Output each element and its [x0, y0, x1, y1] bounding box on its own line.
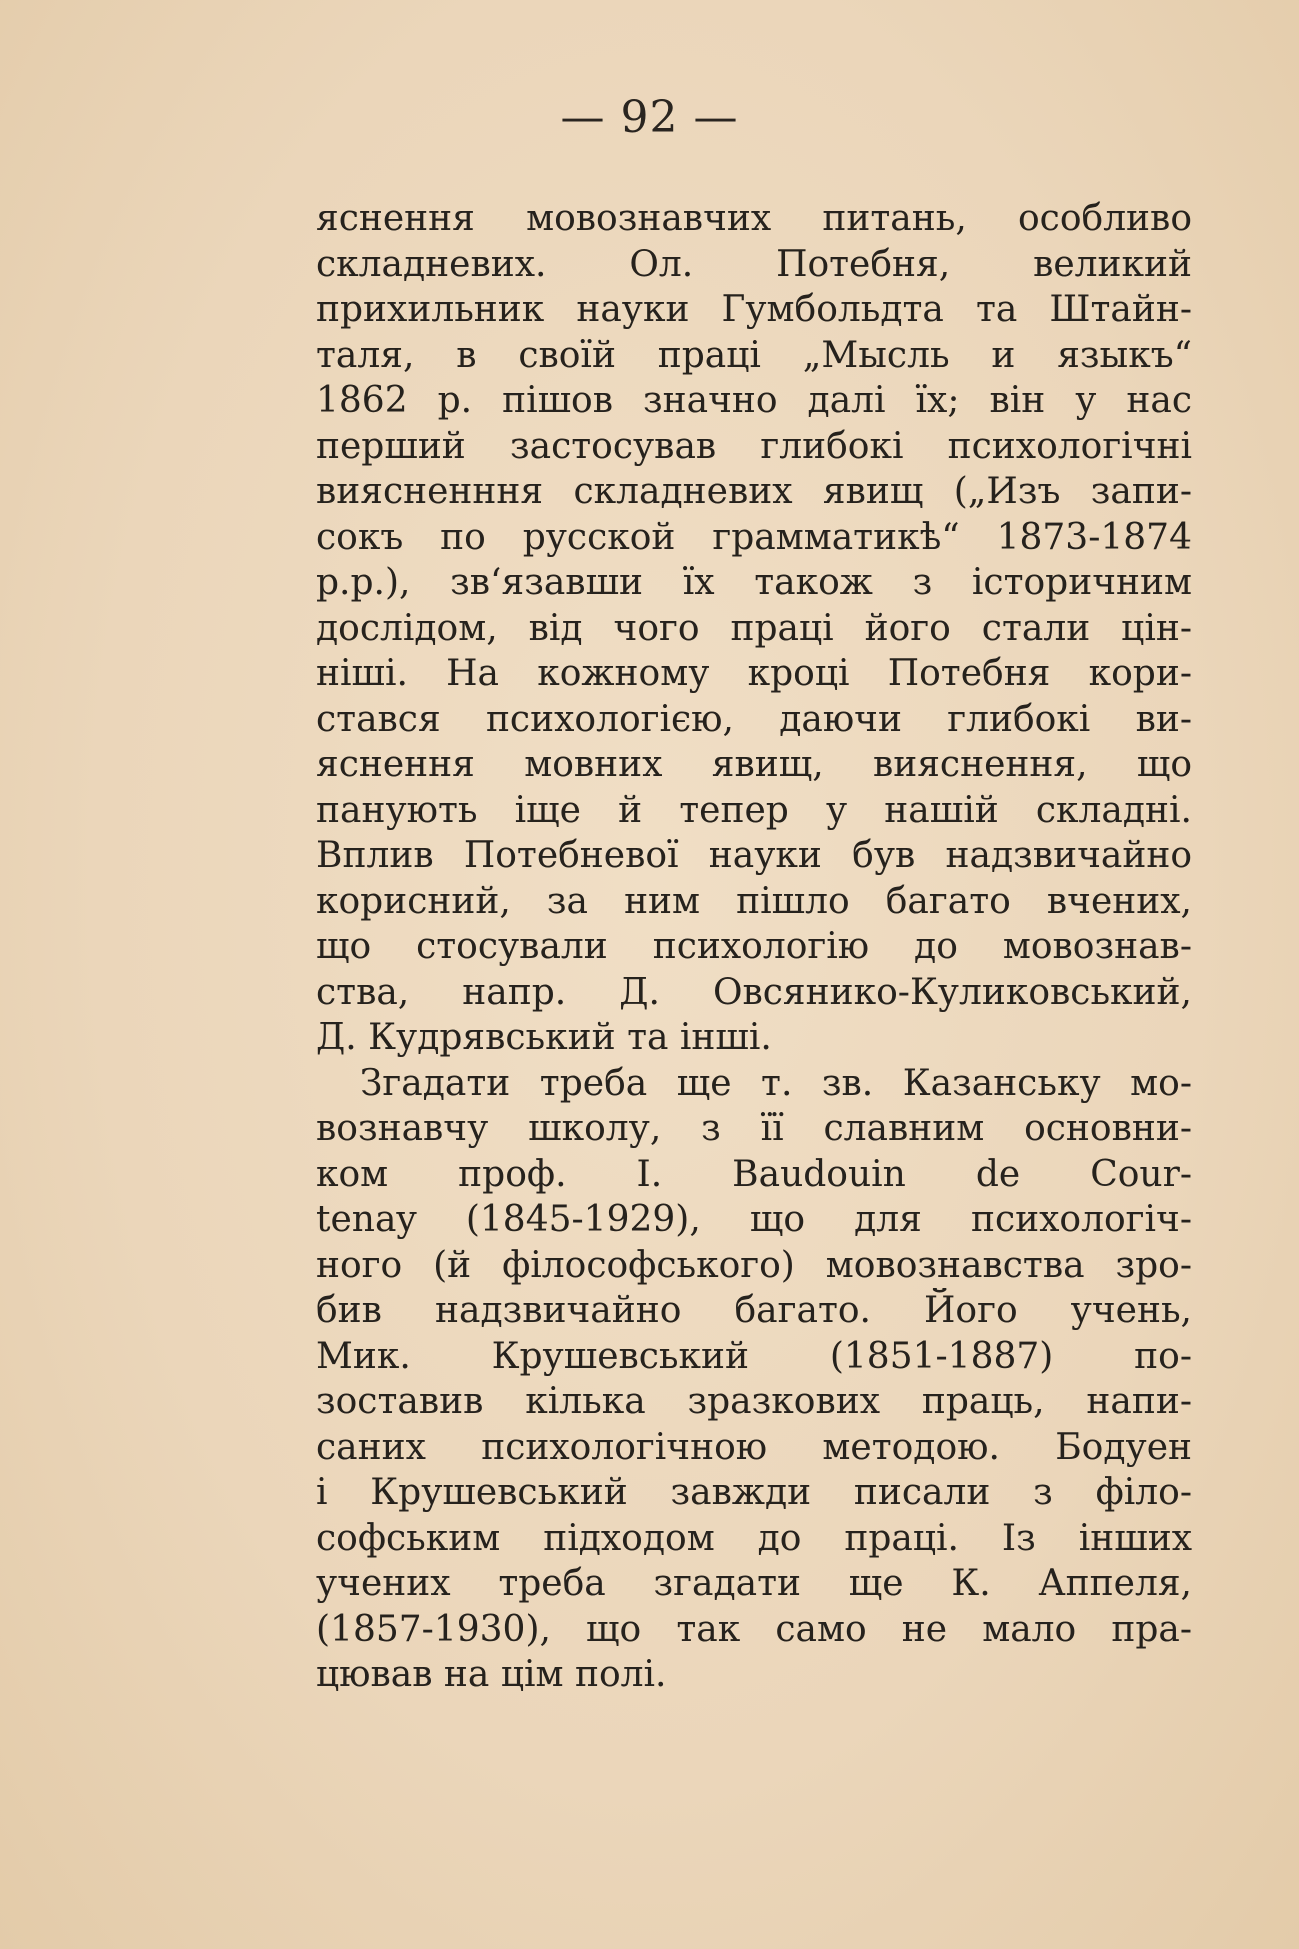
text-line: і Крушевський завжди писали з філо-	[316, 1472, 1192, 1513]
text-line: дослідом, від чого праці його стали цін-	[316, 607, 1192, 649]
paragraph-2	[316, 1061, 1192, 1698]
text-line: учених треба згадати ще К. Аппеля,	[316, 1563, 1192, 1604]
text-line: ства, напр. Д. Овсянико-Куликовський,	[316, 971, 1192, 1013]
text-line: стався психологією, даючи глибокі ви-	[316, 698, 1192, 740]
text-line: Д. Кудрявський та інші.	[316, 1017, 772, 1058]
text-line: бив надзвичайно багато. Його учень,	[316, 1290, 1192, 1331]
text-line: вознавчу школу, з її славним основни-	[316, 1108, 1192, 1149]
text-line: (1857-1930), що так само не мало пра-	[316, 1608, 1192, 1650]
text-line: 1862 р. пішов значно далі їх; він у нас	[316, 380, 1192, 421]
paragraph-1	[316, 196, 1192, 1061]
text-line: саних психологічною методою. Бодуен	[316, 1426, 1192, 1468]
text-line: ного (й філософського) мовознавства зро-	[316, 1244, 1192, 1286]
text-line: виясненння складневих явищ („Изъ запи-	[316, 471, 1192, 512]
text-line: яснення мовознавчих питань, особливо	[316, 198, 1192, 239]
text-line: зоставив кілька зразкових праць, напи-	[316, 1381, 1192, 1422]
text-line: цював на цім полі.	[316, 1654, 667, 1695]
text-line: tenay (1845-1929), що для психологіч-	[316, 1199, 1192, 1240]
body-text	[316, 196, 1192, 1698]
text-line: Згадати треба ще т. зв. Казанську мо-	[360, 1062, 1192, 1104]
text-line: ніші. На кожному кроці Потебня кори-	[316, 653, 1192, 694]
page-number: — 92 —	[560, 92, 739, 143]
text-line: ком проф. І. Baudouin de Cour-	[316, 1153, 1192, 1195]
text-line: перший застосував глибокі психологічні	[316, 425, 1192, 467]
text-line: яснення мовних явищ, вияснення, що	[316, 744, 1192, 785]
text-line: складневих. Ол. Потебня, великий	[316, 243, 1192, 285]
text-line: таля, в своїй праці „Мысль и языкъ“	[316, 334, 1192, 376]
text-line: софським підходом до праці. Із інших	[316, 1517, 1192, 1559]
text-line: що стосували психологію до мовознав-	[316, 926, 1192, 967]
text-line: Мик. Крушевський (1851-1887) по-	[316, 1335, 1192, 1377]
text-line: сокъ по русской грамматикѣ“ 1873-1874	[316, 516, 1192, 558]
text-line: р.р.), зв‘язавши їх також з історичним	[316, 562, 1192, 603]
text-line: прихильник науки Гумбольдта та Штайн-	[316, 289, 1192, 330]
text-line: Вплив Потебневої науки був надзвичайно	[316, 835, 1192, 876]
text-line: корисний, за ним пішло багато вчених,	[316, 880, 1192, 922]
text-line: панують іще й тепер у нашій складні.	[316, 789, 1192, 831]
